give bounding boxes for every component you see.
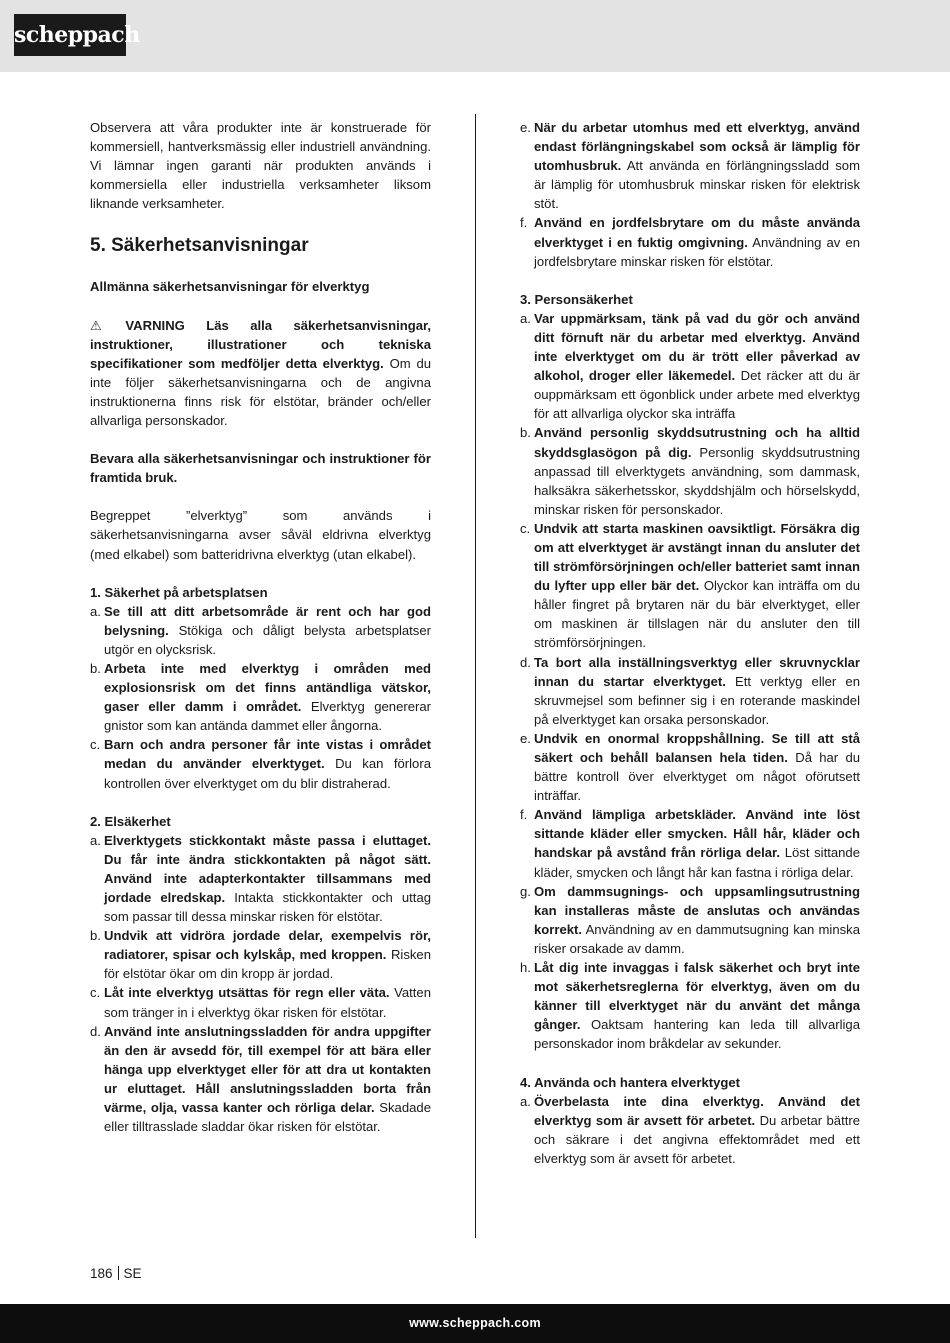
tool-use-heading: 4. Använda och hantera elverktyget (520, 1074, 741, 1090)
item-text: Du arbetar bättre och säkrare i det angivna effektområdet med ett elverktyg som är avsett för arbetet. (534, 1112, 860, 1166)
item-label: a. (90, 603, 101, 619)
page-number (90, 1266, 142, 1281)
electrical-safety-list (90, 831, 431, 1137)
item-bold: Elverktygets stickkontakt måste passa i eluttaget. Du får inte ändra stickkontakten på något sätt. Använd inte adapterkontakter tillsammans med jordade elredskap. (104, 832, 431, 905)
workplace-safety-list (90, 602, 431, 793)
item-label: a. (520, 1093, 531, 1109)
item-text: Olyckor kan inträffa om du håller fingret på brytaren när du bär elverktyget, eller om maskinen är tillslagen när du ansluter den till strömförsörjningen. (534, 578, 861, 651)
warning-text: Om du inte följer säkerhetsanvisningarna och de angivna instruktionerna finns risk för elstötar, bränder och/eller allvarliga personskador. (90, 355, 432, 429)
warning-bold: VARNING Läs alla säkerhetsanvisningar, instruktioner, illustrationer och tekniska specifikationer som medföljer detta elverktyg. (90, 317, 432, 371)
item-label: c. (520, 520, 531, 536)
item-bold: Ta bort alla inställningsverktyg eller skruvnycklar innan du startar elverktyget. (534, 654, 860, 689)
item-text: Användning av en jordfelsbrytare minskar risken för elstötar. (534, 234, 860, 269)
item-bold: Om dammsugnings- och uppsamlingsutrustning kan installeras måste de anslutas och användas korrekt. (534, 883, 860, 937)
list-item (520, 958, 860, 1053)
item-bold: Använd inte anslutningssladden för andra uppgifter än den är avsedd för, till exempel för att bära eller hänga upp elverktyget eller för att dra ut kontakten ur eluttaget. Håll anslutningssladden borta från värme, olja, vassa kanter och rörliga delar. (104, 1023, 431, 1116)
item-text: Stökiga och dåligt belysta arbetsplatser utgör en olycksrisk. (104, 622, 431, 657)
item-bold: Undvik en onormal kroppshållning. Se till att stå säkert och behåll balansen hela tiden. (534, 730, 860, 765)
item-bold: Använd lämpliga arbetskläder. Använd inte löst sittande kläder eller smycken. Håll hår, kläder och handskar på avstånd från rörliga delar. (534, 807, 860, 861)
item-label: b. (520, 425, 531, 441)
item-text: Skadade eller tilltrasslade sladdar ökar risken för elstötar. (104, 1100, 431, 1135)
list-item (520, 519, 860, 653)
item-text: Elverktyg genererar gnistor som kan antända dammet eller ångorna. (104, 699, 431, 734)
item-text: Du kan förlora kontrollen över elverktyget om du blir distraherad. (104, 756, 431, 791)
item-label: g. (520, 883, 531, 899)
item-label: a. (90, 832, 101, 848)
item-text: Användning av en dammutsugning kan minska risker orsakade av damm. (534, 921, 861, 956)
list-item (520, 118, 860, 213)
item-text: Då har du bättre kontroll över elverktyget om något oförutsett inträffar. (534, 750, 861, 804)
warning-paragraph (90, 316, 431, 431)
item-text: Personlig skyddsutrustning anpassad till elverktygets användning, som dammask, halksäkra säkerhetsskor, skyddshjälm och hörselskydd, minskar risken för personskador. (534, 444, 861, 517)
list-item (90, 983, 431, 1021)
item-text: Vatten som tränger in i elverktyg ökar risken för elstötar. (104, 985, 431, 1020)
item-bold: Arbeta inte med elverktyg i områden med explosionsrisk om det finns antändliga vätskor, gaser eller damm i området. (104, 660, 431, 715)
list-item (90, 926, 431, 983)
item-text: Risken för elstötar ökar om din kropp är jordad. (104, 947, 431, 982)
item-label: c. (90, 985, 101, 1001)
item-bold: Låt dig inte invaggas i falsk säkerhet och bryt inte mot säkerhetsreglerna för elverktyg, även om du känner till elverktyget när du använt det många gånger. (534, 960, 860, 1033)
item-label: d. (520, 654, 531, 670)
item-text: Det räcker att du är ouppmärksam ett ögonblick under arbete med elverktyg för att allvarliga olyckor ska inträffa (534, 368, 860, 422)
general-safety-heading: Allmänna säkerhetsanvisningar för elverktyg (90, 279, 370, 295)
page-separator (118, 1266, 119, 1280)
item-label: b. (90, 660, 101, 676)
item-label: h. (520, 960, 531, 976)
item-bold: Använd personlig skyddsutrustning och ha alltid skyddsglasögon på dig. (534, 425, 860, 460)
item-text: Intakta stickkontakter och uttag som passar till dessa minskar risken för elstötar. (104, 890, 432, 925)
list-item (520, 423, 860, 518)
page-number-value: 186 (90, 1266, 113, 1281)
left-column (90, 118, 431, 1136)
tool-use-list (520, 1092, 860, 1168)
item-bold: Var uppmärksam, tänk på vad du gör och använd ditt förnuft när du arbetar med elverktyg. Använd inte elverktyget om du är trött eller påverkad av alkohol, droger eller läkemedel. (534, 310, 860, 384)
item-label: d. (90, 1023, 101, 1039)
item-bold: Se till att ditt arbetsområde är rent och har god belysning. (104, 603, 431, 638)
item-bold: Använd en jordfelsbrytare om du måste använda elverktyget i en fuktig omgivning. (534, 215, 860, 250)
language-code: SE (123, 1266, 142, 1281)
item-label: a. (520, 310, 531, 326)
list-item (520, 805, 860, 881)
item-bold: Överbelasta inte dina elverktyg. Använd det elverktyg som är avsett för arbetet. (534, 1093, 860, 1128)
item-label: f. (520, 215, 528, 231)
keep-instructions-note: Bevara alla säkerhetsanvisningar och instruktioner för framtida bruk. (90, 451, 431, 486)
item-text: Löst sittande kläder, smycken och långt hår kan fastna i rörliga delar. (534, 845, 860, 880)
term-definition: Begreppet ”elverktyg” som används i säkerhetsanvisningarna avser såväl eldrivna elverktyg (med elkabel) som batteridrivna elverktyg (utan elkabel). (90, 508, 431, 562)
item-label: e. (520, 120, 531, 135)
page-header (0, 0, 950, 72)
list-item (520, 1092, 860, 1168)
electrical-safety-list-continued (520, 118, 860, 271)
list-item (520, 729, 860, 805)
list-item (90, 659, 431, 735)
list-item (90, 602, 431, 659)
list-item (520, 653, 860, 729)
section-title: 5. Säkerhetsanvisningar (90, 235, 309, 257)
list-item (520, 309, 860, 424)
list-item (90, 831, 431, 926)
item-label: f. (520, 807, 528, 823)
personal-safety-list (520, 309, 860, 1054)
item-bold: När du arbetar utomhus med ett elverktyg, använd endast förlängningskabel som också är lämplig för utomhusbruk. (534, 120, 860, 174)
list-item (520, 882, 860, 958)
item-text: Att använda en förlängningssladd som är lämplig för utomhusbruk minskar risken för elektrisk stöt. (534, 158, 860, 212)
scheppach-logo: scheppach (14, 14, 126, 56)
personal-safety-heading: 3. Personsäkerhet (520, 291, 633, 307)
item-label: e. (520, 730, 531, 746)
item-bold: Undvik att vidröra jordade delar, exempelvis rör, radiatorer, spisar och kylskåp, med kroppen. (104, 928, 431, 963)
electrical-safety-heading: 2. Elsäkerhet (90, 813, 171, 829)
item-text: Oaktsam hantering kan leda till allvarliga personskador inom bråkdelar av sekunder. (534, 1017, 860, 1052)
website-link[interactable]: www.scheppach.com (409, 1316, 541, 1330)
item-label: b. (90, 928, 101, 944)
item-bold: Undvik att starta maskinen oavsiktligt. Försäkra dig om att elverktyget är avstängt innan du ansluter det till strömförsörjningen och/eller batteriet samt innan du lyfter upp eller bär det. (534, 520, 860, 594)
workplace-safety-heading: 1. Säkerhet på arbetsplatsen (90, 584, 268, 600)
list-item (90, 735, 431, 792)
list-item (90, 1022, 431, 1137)
item-text: Ett verktyg eller en skruvmejsel som befinner sig i en roterande maskindel på elverktyget kan orsaka personskador. (534, 673, 860, 727)
right-column (520, 118, 860, 1168)
item-label: c. (90, 737, 101, 753)
item-bold: Låt inte elverktyg utsättas för regn eller väta. (104, 985, 390, 1001)
list-item (520, 213, 860, 270)
item-bold: Barn och andra personer får inte vistas i området medan du använder elverktyget. (104, 737, 431, 772)
column-divider (475, 114, 476, 1238)
intro-paragraph: Observera att våra produkter inte är konstruerade för kommersiell, hantverksmässig eller industriell användning. Vi lämnar ingen garanti när produkten används i kommersiella eller industriella verksamheter liksom liknande verksamheter. (90, 120, 431, 212)
warning-triangle-icon: ⚠ (90, 317, 102, 333)
